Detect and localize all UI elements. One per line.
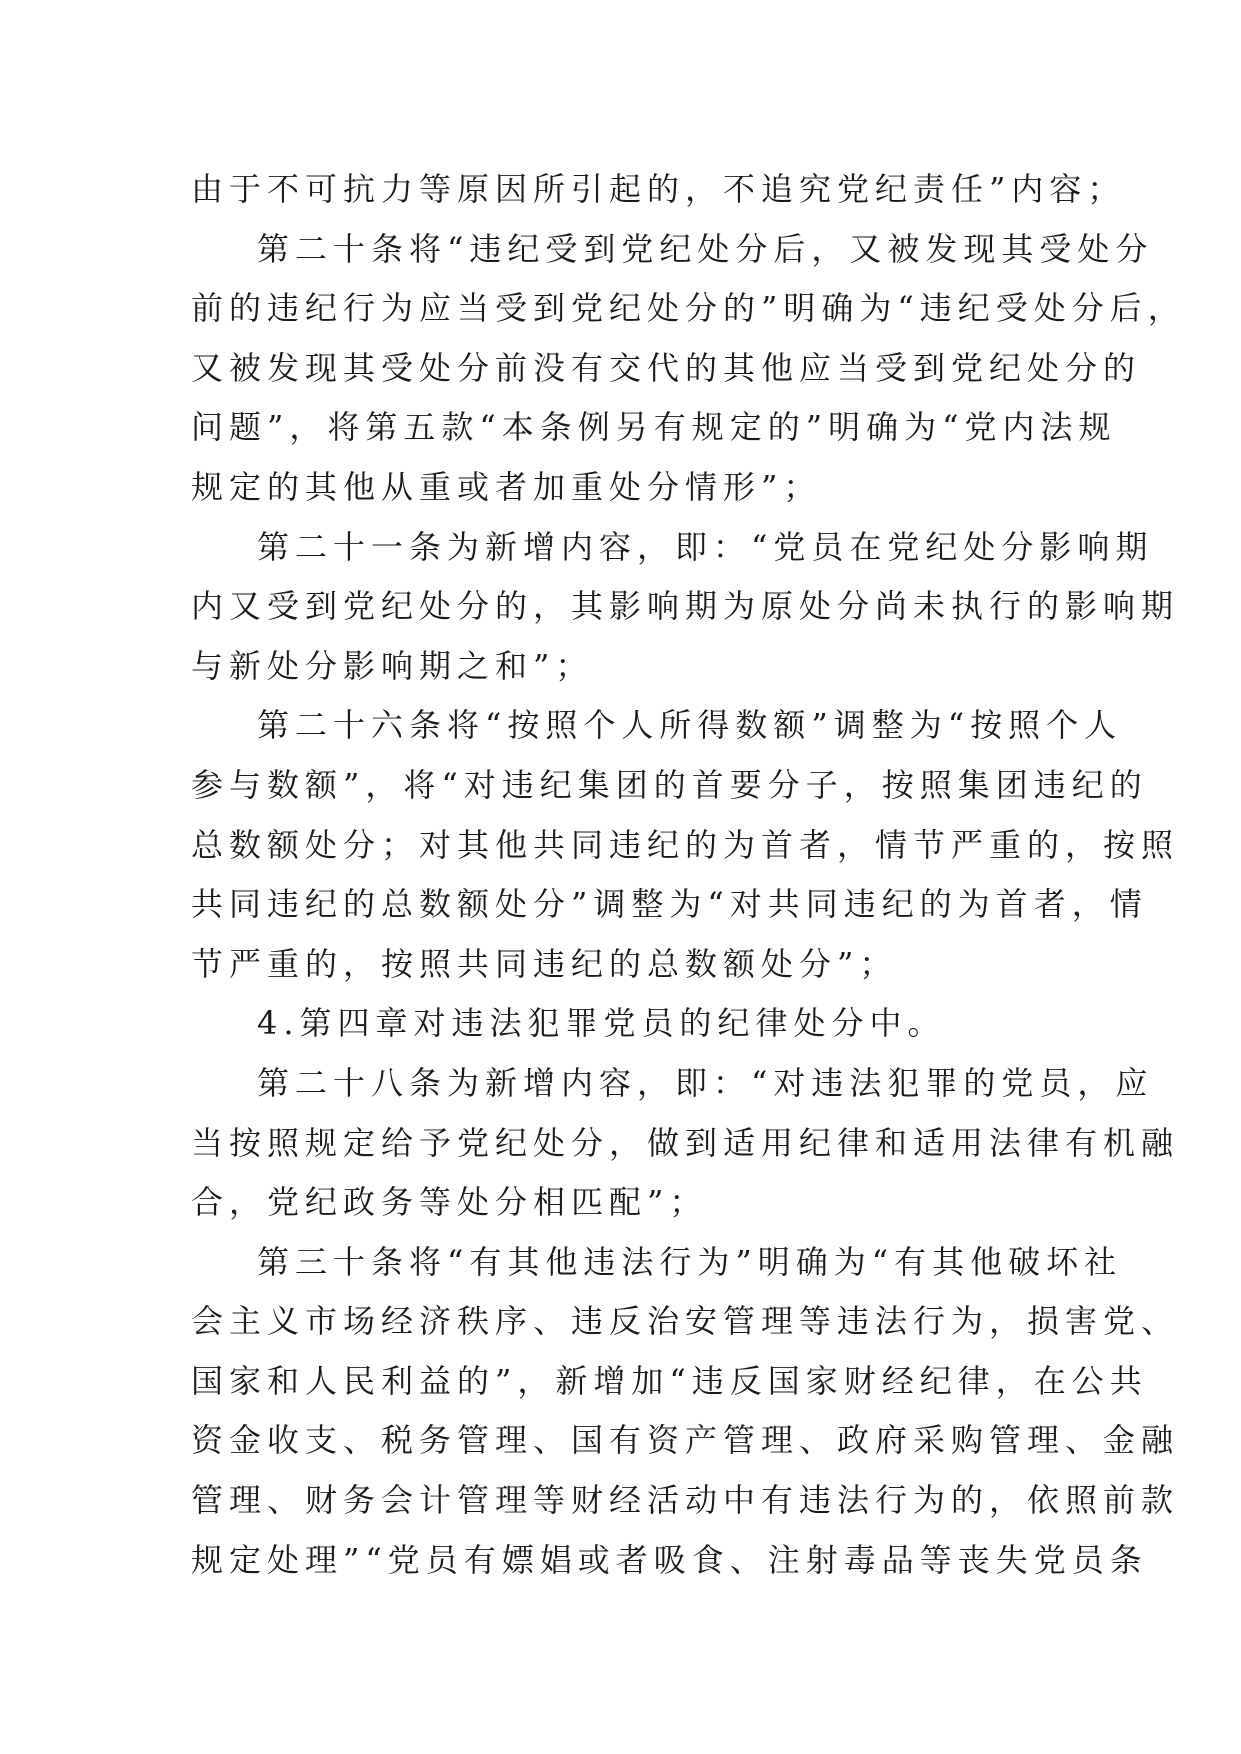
text-line: 第三十条将“有其他违法行为”明确为“有其他破坏社 bbox=[257, 1242, 1123, 1281]
text-line: 内又受到党纪处分的，其影响期为原处分尚未执行的影响期 bbox=[191, 587, 1180, 626]
text-line: 前的违纪行为应当受到党纪处分的”明确为“违纪受处分后， bbox=[191, 289, 1186, 328]
text-line: 管理、财务会计管理等财经活动中有违法行为的，依照前款 bbox=[191, 1481, 1180, 1520]
text-line: 当按照规定给予党纪处分，做到适用纪律和适用法律有机融 bbox=[191, 1123, 1180, 1162]
text-line: 第二十八条为新增内容，即：“对违法犯罪的党员，应 bbox=[257, 1063, 1154, 1102]
text-line: 会主义市场经济秩序、违反治安管理等违法行为，损害党、 bbox=[191, 1302, 1180, 1341]
text-line: 总数额处分；对其他共同违纪的为首者，情节严重的，按照 bbox=[191, 825, 1180, 864]
text-line: 由于不可抗力等原因所引起的，不追究党纪责任”内容； bbox=[191, 170, 1126, 208]
document-body bbox=[191, 160, 1186, 1590]
text-line: 合，党纪政务等处分相匹配”； bbox=[191, 1183, 708, 1222]
text-line: 第二十条将“违纪受到党纪处分后，又被发现其受处分 bbox=[257, 229, 1154, 268]
text-line: 国家和人民利益的”，新增加“违反国家财经纪律，在公共 bbox=[191, 1361, 1148, 1400]
text-line: 资金收支、税务管理、国有资产管理、政府采购管理、金融 bbox=[191, 1421, 1180, 1460]
text-line: 第二十六条将“按照个人所得数额”调整为“按照个人 bbox=[257, 706, 1123, 745]
text-line: 第二十一条为新增内容，即：“党员在党纪处分影响期 bbox=[257, 527, 1154, 566]
text-line: 与新处分影响期之和”； bbox=[191, 646, 594, 685]
text-line: 节严重的，按照共同违纪的总数额处分”； bbox=[191, 944, 898, 983]
text-line: 共同违纪的总数额处分”调整为“对共同违纪的为首者，情 bbox=[191, 885, 1148, 924]
text-line: 参与数额”，将“对违纪集团的首要分子，按照集团违纪的 bbox=[191, 765, 1148, 804]
text-line: 规定处理”“党员有嫖娼或者吸食、注射毒品等丧失党员条 bbox=[191, 1540, 1148, 1579]
text-line: 问题”，将第五款“本条例另有规定的”明确为“党内法规 bbox=[191, 408, 1117, 447]
text-line: 规定的其他从重或者加重处分情形”； bbox=[191, 467, 822, 506]
text-line: 4.第四章对违法犯罪党员的纪律处分中。 bbox=[257, 1004, 946, 1043]
text-line: 又被发现其受处分前没有交代的其他应当受到党纪处分的 bbox=[191, 348, 1142, 387]
